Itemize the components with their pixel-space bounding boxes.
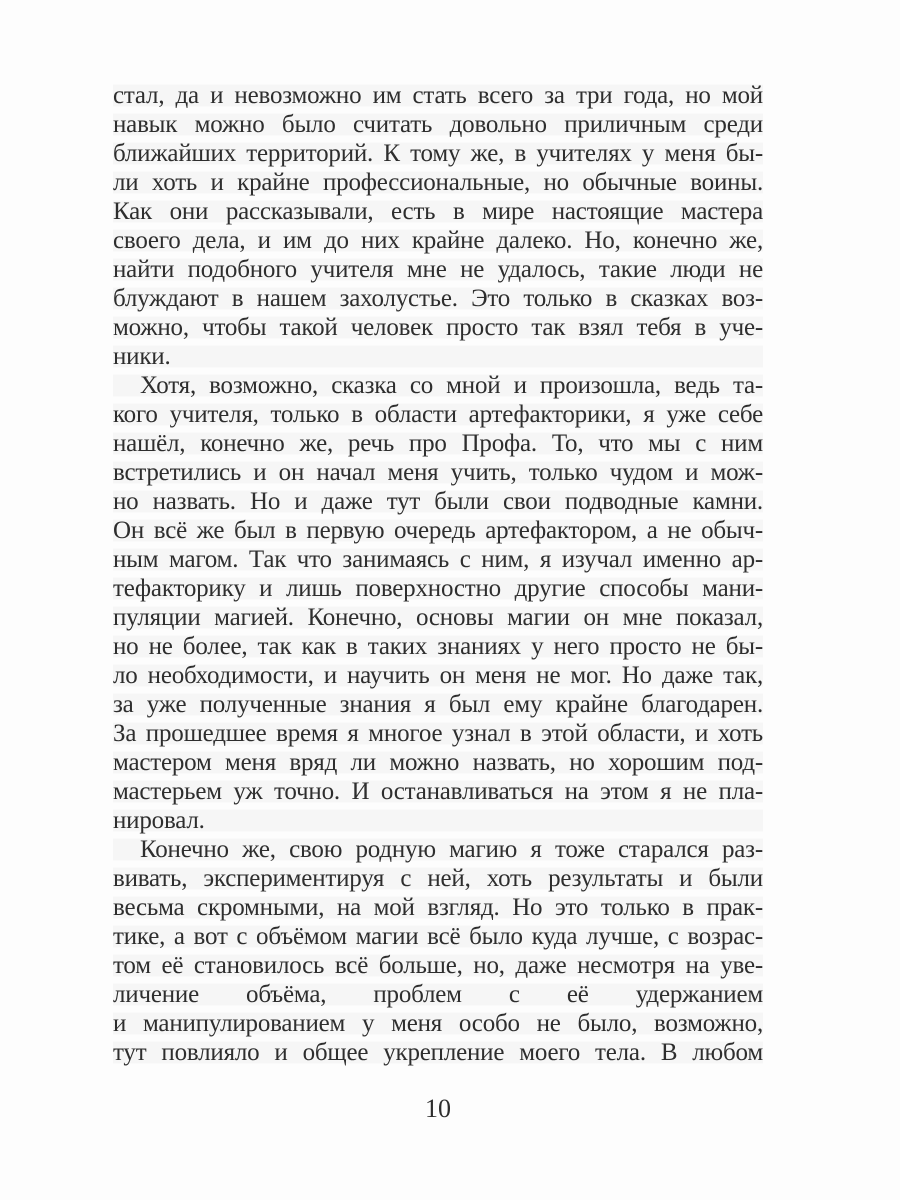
text-line: ным магом. Так что занимаясь с ним, я изучал именно ар- xyxy=(113,546,763,573)
text-line: найти подобного учителя мне не удалось, такие люди не xyxy=(113,256,763,283)
text-line: и манипулированием у меня особо не было, возможно, xyxy=(113,1010,763,1037)
text-line: кого учителя, только в области артефакторики, я уже себе xyxy=(113,401,763,428)
text-line: ли хоть и крайне профессиональные, но обычные воины. xyxy=(113,169,763,196)
text-line: пуляции магией. Конечно, основы магии он мне показал, xyxy=(113,604,763,631)
page-number: 10 xyxy=(425,1094,451,1123)
text-line: ближайших территорий. К тому же, в учителях у меня бы- xyxy=(113,140,763,167)
text-line: тике, а вот с объёмом магии всё было куда лучше, с возрас- xyxy=(113,923,763,950)
text-line: своего дела, и им до них крайне далеко. Но, конечно же, xyxy=(113,227,763,254)
text-line: личение объёма, проблем с её удержанием xyxy=(113,981,763,1008)
text-line: вивать, экспериментируя с ней, хоть результаты и были xyxy=(113,865,763,892)
text-line: навык можно было считать довольно приличным среди xyxy=(113,111,763,138)
text-line: нашёл, конечно же, речь про Профа. То, что мы с ним xyxy=(113,430,763,457)
text-line: Он всё же был в первую очередь артефактором, а не обыч- xyxy=(113,517,763,544)
text-line: ники. xyxy=(113,342,763,371)
text-line: Как они рассказывали, есть в мире настоящие мастера xyxy=(113,198,763,225)
text-line: но назвать. Но и даже тут были свои подводные камни. xyxy=(113,488,763,515)
text-line: мастером меня вряд ли можно назвать, но хорошим под- xyxy=(113,749,763,776)
text-line: За прошедшее время я многое узнал в этой области, и хоть xyxy=(113,720,763,747)
text-line: но не более, так как в таких знаниях у него просто не бы- xyxy=(113,633,763,660)
text-line: стал, да и невозможно им стать всего за три года, но мой xyxy=(113,82,763,109)
text-line: том её становилось всё больше, но, даже несмотря на уве- xyxy=(113,952,763,979)
text-line: можно, чтобы такой человек просто так взял тебя в уче- xyxy=(113,314,763,341)
page-text xyxy=(113,81,763,1067)
text-line: Хотя, возможно, сказка со мной и произошла, ведь та- xyxy=(113,371,763,400)
text-line: блуждают в нашем захолустье. Это только в сказках воз- xyxy=(113,285,763,312)
text-line: мастерьем уж точно. И останавливаться на этом я не пла- xyxy=(113,778,763,805)
text-line: за уже полученные знания я был ему крайне благодарен. xyxy=(113,691,763,718)
text-line: ло необходимости, и научить он меня не мог. Но даже так, xyxy=(113,662,763,689)
text-line: тут повлияло и общее укрепление моего тела. В любом xyxy=(113,1039,763,1066)
text-line: встретились и он начал меня учить, только чудом и мож- xyxy=(113,459,763,486)
text-line: тефакторику и лишь поверхностно другие способы мани- xyxy=(113,575,763,602)
text-line: весьма скромными, на мой взгляд. Но это только в прак- xyxy=(113,894,763,921)
text-line: нировал. xyxy=(113,806,763,835)
text-line: Конечно же, свою родную магию я тоже старался раз- xyxy=(113,835,763,864)
